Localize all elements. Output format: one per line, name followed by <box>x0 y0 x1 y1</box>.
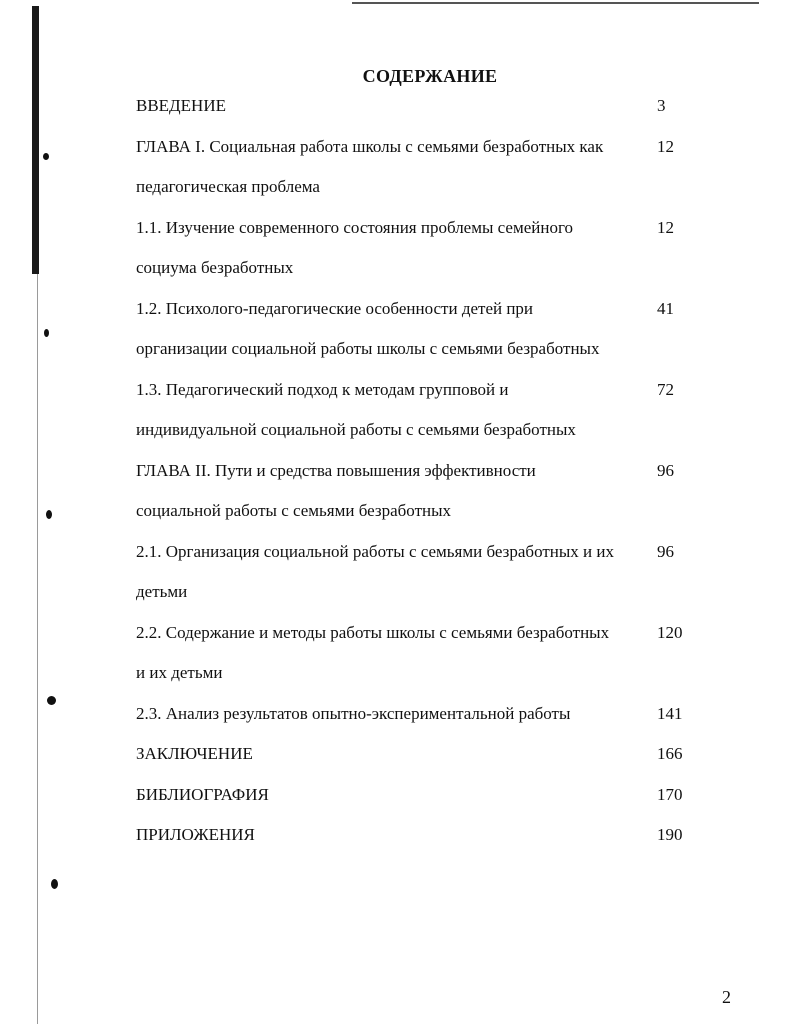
toc-entry-title: 2.2. Содержание и методы работы школы с семьями безработных <box>136 622 610 642</box>
toc-entry-page: 170 <box>657 784 683 804</box>
toc-entry-page: 96 <box>657 541 674 561</box>
page-title: СОДЕРЖАНИЕ <box>362 66 498 86</box>
toc-entry-continuation <box>136 173 696 214</box>
toc-entry-title: ПРИЛОЖЕНИЯ <box>136 825 255 844</box>
toc-entry-page: 3 <box>657 96 666 115</box>
binding-hole-mark <box>47 696 56 705</box>
page-number: 2 <box>722 987 731 1007</box>
toc-entry <box>136 619 696 660</box>
toc-entry-page: 72 <box>657 379 674 399</box>
toc-entry-title: 2.3. Анализ результатов опытно-экспериментальной работы <box>136 703 571 723</box>
toc-entry <box>136 821 696 862</box>
toc-entry-title: ЗАКЛЮЧЕНИЕ <box>136 744 253 763</box>
toc-entry-page: 12 <box>657 217 674 237</box>
toc-entry <box>136 781 696 822</box>
toc-entry <box>136 92 696 133</box>
toc-entry-title: социума безработных <box>136 258 294 277</box>
toc-entry-title: педагогическая проблема <box>136 177 320 196</box>
scan-edge-bar <box>32 6 39 274</box>
table-of-contents <box>136 92 696 862</box>
toc-entry-continuation <box>136 578 696 619</box>
toc-entry-title: ГЛАВА I. Социальная работа школы с семьями безработных как <box>136 136 604 156</box>
toc-entry <box>136 214 696 255</box>
toc-entry-continuation <box>136 497 696 538</box>
toc-entry <box>136 133 696 174</box>
binding-hole-mark <box>51 879 58 889</box>
toc-entry-page: 190 <box>657 825 683 844</box>
toc-entry-title: ГЛАВА II. Пути и средства повышения эффективности <box>136 460 536 480</box>
toc-entry-page: 120 <box>657 622 683 642</box>
toc-entry-page: 166 <box>657 744 683 763</box>
toc-entry <box>136 457 696 498</box>
toc-entry-title: детьми <box>136 582 188 601</box>
toc-entry-continuation <box>136 659 696 700</box>
toc-entry-title: 1.2. Психолого-педагогические особенности детей при <box>136 298 534 318</box>
toc-entry-title: БИБЛИОГРАФИЯ <box>136 784 269 804</box>
toc-entry <box>136 376 696 417</box>
toc-entry-page: 96 <box>657 460 674 480</box>
toc-entry-title: 2.1. Организация социальной работы с семьями безработных и их <box>136 541 614 561</box>
toc-entry-page: 141 <box>657 703 683 723</box>
toc-entry <box>136 538 696 579</box>
toc-entry-title: 1.1. Изучение современного состояния проблемы семейного <box>136 217 573 237</box>
toc-entry-title: индивидуальной социальной работы с семьями безработных <box>136 420 576 439</box>
toc-entry-title: и их детьми <box>136 663 223 682</box>
toc-entry-title: ВВЕДЕНИЕ <box>136 96 226 115</box>
toc-entry-title: организации социальной работы школы с семьями безработных <box>136 339 600 358</box>
toc-entry <box>136 740 696 781</box>
toc-entry <box>136 295 696 336</box>
toc-entry-page: 12 <box>657 136 674 156</box>
toc-entry-title: социальной работы с семьями безработных <box>136 501 452 520</box>
binding-hole-mark <box>44 329 49 337</box>
toc-entry-continuation <box>136 335 696 376</box>
toc-entry-continuation <box>136 416 696 457</box>
scan-left-line <box>37 274 38 1024</box>
toc-entry-page: 41 <box>657 298 674 318</box>
toc-entry <box>136 700 696 741</box>
toc-entry-title: 1.3. Педагогический подход к методам групповой и <box>136 379 509 399</box>
binding-hole-mark <box>46 510 52 519</box>
binding-hole-mark <box>43 153 49 160</box>
scan-top-line <box>352 2 759 4</box>
toc-entry-continuation <box>136 254 696 295</box>
